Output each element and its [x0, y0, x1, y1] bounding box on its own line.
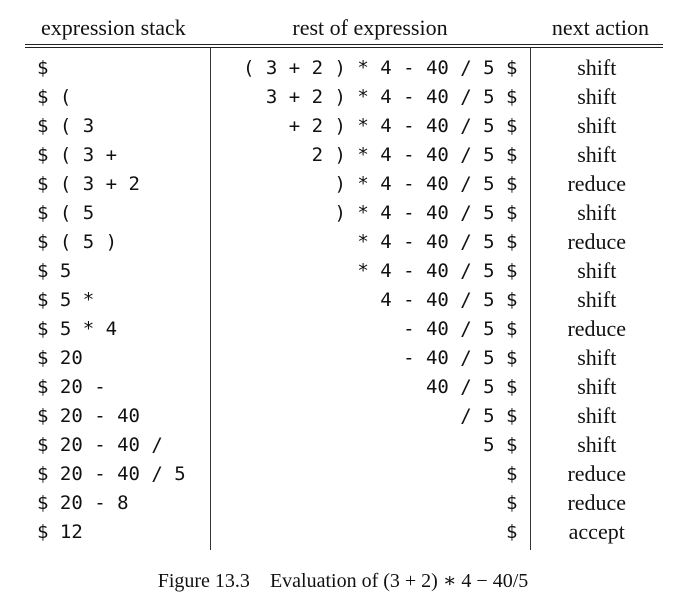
action-cell: reduce: [567, 315, 627, 341]
table-row: [25, 314, 663, 343]
table-row: [25, 343, 663, 372]
table-row: [25, 198, 663, 227]
rest-cell: / 5 $: [210, 401, 530, 430]
table-row: [25, 46, 663, 82]
action-cell: shift: [577, 257, 617, 283]
rest-cell: * 4 - 40 / 5 $: [210, 227, 530, 256]
figure-number: Figure 13.3: [157, 570, 250, 592]
action-cell: shift: [577, 431, 617, 457]
table-row: [25, 488, 663, 517]
stack-cell: $ ( 3 +: [25, 140, 210, 169]
action-cell: reduce: [567, 460, 627, 486]
table-row: [25, 517, 663, 550]
action-cell: reduce: [567, 489, 627, 515]
rest-cell: ) * 4 - 40 / 5 $: [210, 169, 530, 198]
action-cell: reduce: [567, 228, 627, 254]
table-row: [25, 372, 663, 401]
stack-cell: $ 20: [25, 343, 210, 372]
table-row: [25, 285, 663, 314]
stack-cell: $ 20 - 8: [25, 488, 210, 517]
header-expression-stack: expression stack: [25, 12, 210, 46]
action-cell: shift: [577, 344, 617, 370]
action-cell: shift: [577, 83, 617, 109]
figure-table-container: [25, 12, 663, 550]
table-row: [25, 140, 663, 169]
action-cell: shift: [577, 286, 617, 312]
stack-cell: $ 5 *: [25, 285, 210, 314]
table-row: [25, 256, 663, 285]
action-cell: shift: [577, 54, 617, 80]
action-cell: reduce: [567, 170, 627, 196]
stack-cell: $ ( 5 ): [25, 227, 210, 256]
rest-cell: $: [210, 488, 530, 517]
table-row: [25, 169, 663, 198]
rest-cell: ( 3 + 2 ) * 4 - 40 / 5 $: [210, 46, 530, 82]
stack-cell: $ ( 3: [25, 111, 210, 140]
table-row: [25, 401, 663, 430]
rest-cell: $: [210, 517, 530, 550]
stack-cell: $ 5: [25, 256, 210, 285]
stack-cell: $: [25, 46, 210, 82]
table-row: [25, 459, 663, 488]
action-cell: shift: [577, 112, 617, 138]
table-row: [25, 111, 663, 140]
table-row: [25, 82, 663, 111]
stack-cell: $ 12: [25, 517, 210, 550]
figure-caption: [0, 568, 686, 593]
header-rest-of-expression: rest of expression: [210, 12, 530, 46]
rest-cell: $: [210, 459, 530, 488]
figure-caption-text: Evaluation of (3 + 2) ∗ 4 − 40/5: [269, 570, 529, 592]
stack-cell: $ 5 * 4: [25, 314, 210, 343]
table-body: [25, 46, 663, 550]
rest-cell: - 40 / 5 $: [210, 343, 530, 372]
table-row: [25, 430, 663, 459]
rest-cell: * 4 - 40 / 5 $: [210, 256, 530, 285]
header-next-action: next action: [530, 12, 663, 46]
action-cell: shift: [577, 141, 617, 167]
action-cell: shift: [577, 199, 617, 225]
rest-cell: + 2 ) * 4 - 40 / 5 $: [210, 111, 530, 140]
stack-cell: $ ( 5: [25, 198, 210, 227]
rest-cell: 2 ) * 4 - 40 / 5 $: [210, 140, 530, 169]
stack-cell: $ 20 - 40 /: [25, 430, 210, 459]
stack-cell: $ ( 3 + 2: [25, 169, 210, 198]
rest-cell: 5 $: [210, 430, 530, 459]
action-cell: accept: [568, 518, 625, 544]
rest-cell: - 40 / 5 $: [210, 314, 530, 343]
rest-cell: 40 / 5 $: [210, 372, 530, 401]
action-cell: shift: [577, 402, 617, 428]
header-row: [25, 12, 663, 46]
stack-cell: $ 20 - 40: [25, 401, 210, 430]
rest-cell: ) * 4 - 40 / 5 $: [210, 198, 530, 227]
evaluation-table: [25, 12, 663, 550]
rest-cell: 4 - 40 / 5 $: [210, 285, 530, 314]
stack-cell: $ (: [25, 82, 210, 111]
action-cell: shift: [577, 373, 617, 399]
rest-cell: 3 + 2 ) * 4 - 40 / 5 $: [210, 82, 530, 111]
stack-cell: $ 20 - 40 / 5: [25, 459, 210, 488]
table-row: [25, 227, 663, 256]
stack-cell: $ 20 -: [25, 372, 210, 401]
